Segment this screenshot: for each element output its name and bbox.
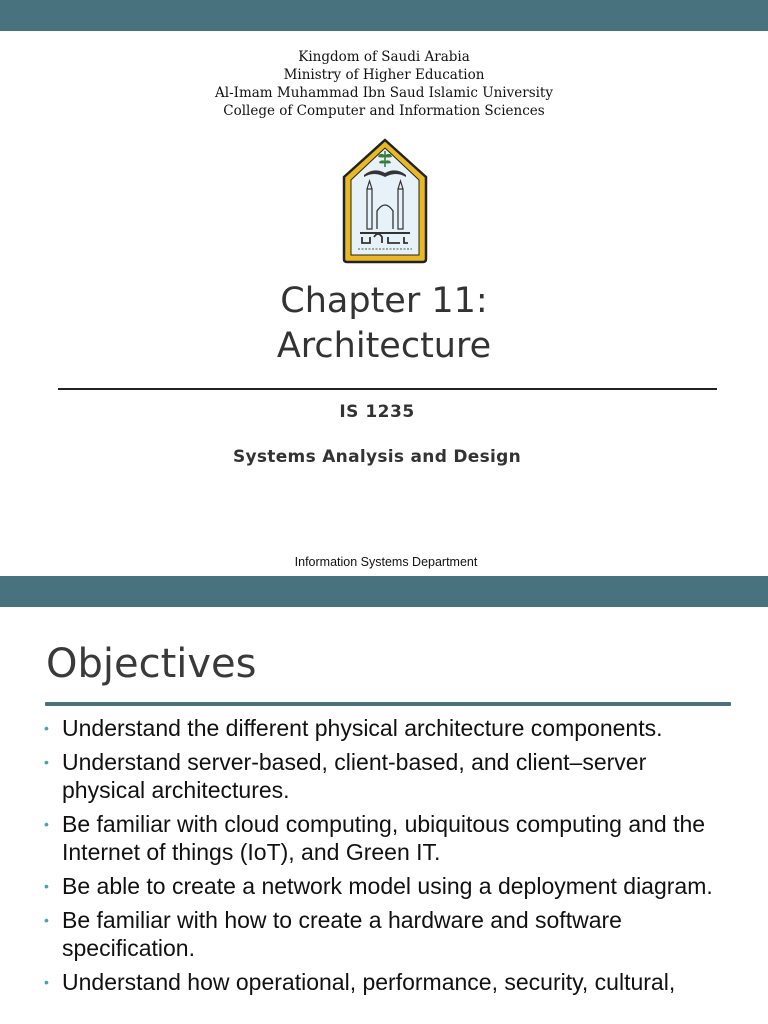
course-code: IS 1235 [339, 402, 415, 422]
objective-text: Understand the different physical architecture components. [62, 715, 663, 741]
objective-item [44, 872, 734, 900]
bullet-icon: • [44, 720, 49, 736]
department-name: Information Systems Department [294, 555, 478, 569]
top-band [0, 0, 768, 31]
bullet-icon: • [44, 754, 49, 770]
objective-item [44, 810, 734, 866]
objectives-rule [45, 702, 731, 706]
objective-text: Be able to create a network model using a deployment diagram. [62, 873, 713, 899]
slide-divider-band [0, 576, 768, 607]
objectives-title: Objectives [46, 641, 257, 687]
objective-item [44, 748, 734, 804]
bullet-icon: • [44, 816, 49, 832]
header-line-ministry: Ministry of Higher Education [283, 67, 485, 83]
header-line-university: Al-Imam Muhammad Ibn Saud Islamic University [215, 85, 553, 101]
objective-item [44, 714, 734, 742]
title-divider [58, 388, 717, 390]
objective-text: Be familiar with cloud computing, ubiquitous computing and the Internet of things (IoT), and Green IT. [62, 811, 706, 865]
objective-item [44, 906, 734, 962]
header-line-college: College of Computer and Information Sciences [223, 103, 545, 119]
header-line-kingdom: Kingdom of Saudi Arabia [298, 49, 470, 65]
objectives-slide [0, 607, 768, 1024]
cover-slide [0, 31, 768, 576]
bullet-icon: • [44, 912, 49, 928]
course-name: Systems Analysis and Design [232, 447, 522, 467]
objectives-list [44, 714, 734, 1002]
objective-text: Understand how operational, performance, security, cultural, [62, 969, 676, 995]
objective-item [44, 968, 734, 996]
objective-text: Understand server-based, client-based, and client–server physical architectures. [62, 749, 647, 803]
chapter-number: Chapter 11: [280, 281, 488, 321]
chapter-title [0, 279, 768, 369]
institution-header [0, 48, 768, 120]
chapter-name: Architecture [276, 326, 492, 366]
university-logo-icon [340, 137, 430, 265]
bullet-icon: • [44, 878, 49, 894]
bullet-icon: • [44, 974, 49, 990]
objective-text: Be familiar with how to create a hardware and software specification. [62, 907, 622, 961]
